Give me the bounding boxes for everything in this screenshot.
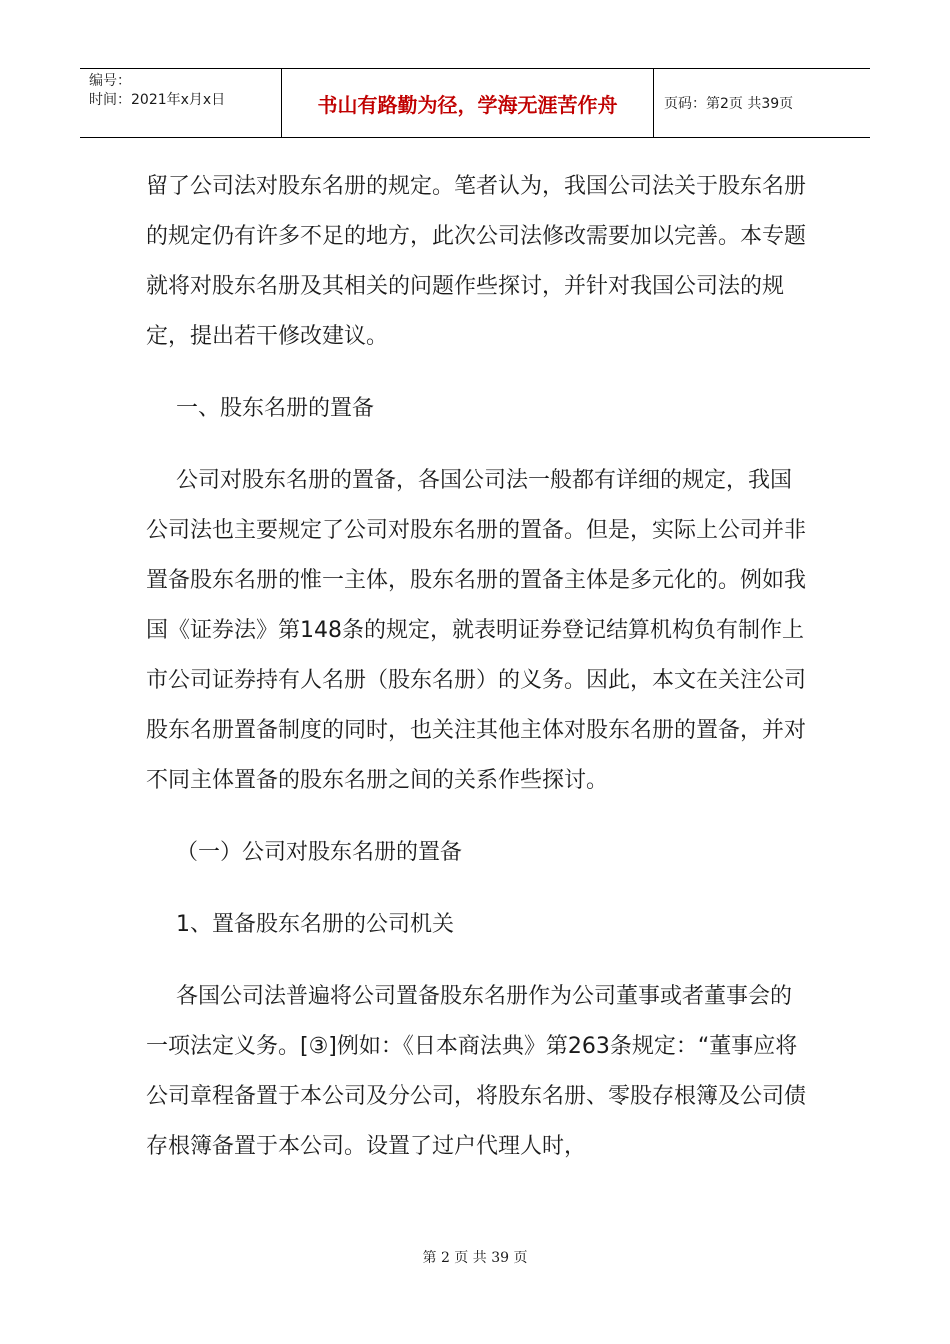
subsection-heading-2: 1、置备股东名册的公司机关 <box>176 912 454 937</box>
paragraph-2: 公司对股东名册的置备，各国公司法一般都有详细的规定，我国公司法也主要规定了公司对股东名册的置备。但是，实际上公司并非置备股东名册的惟一主体，股东名册的置备主体是多元化的。例如我国《证券法》第148条的规定，就表明证券登记结算机构负有制作上市公司证券持有人名册（股东名册）的义务。因此，本文在关注公司股东名册置备制度的同时，也关注其他主体对股东名册的置备，并对不同主体置备的股东名册之间的关系作些探讨。 <box>146 468 807 793</box>
page-footer: 第 2 页 共 39 页 <box>422 1250 528 1266</box>
document-body <box>146 162 806 1172</box>
number-label: 编号： <box>89 73 131 89</box>
paragraph-3: 各国公司法普遍将公司置备股东名册作为公司董事或者董事会的一项法定义务。[③]例如：《日本商法典》第263条规定：“董事应将公司章程备置于本公司及分公司，将股东名册、零股存根簿及公司债存根簿备置于本公司。设置了过户代理人时， <box>146 984 807 1159</box>
section-heading-1: 一、股东名册的置备 <box>176 396 375 421</box>
time-label: 时间：2021年x月x日 <box>89 92 226 108</box>
header-page-info: 页码：第2页 共39页 <box>664 96 794 112</box>
page-header <box>80 68 870 138</box>
paragraph-1: 留了公司法对股东名册的规定。笔者认为，我国公司法关于股东名册的规定仍有许多不足的地方，此次公司法修改需要加以完善。本专题就将对股东名册及其相关的问题作些探讨，并针对我国公司法的规定，提出若干修改建议。 <box>146 174 807 349</box>
header-meta <box>80 69 282 137</box>
subsection-heading-1: （一）公司对股东名册的置备 <box>176 840 463 865</box>
header-motto: 书山有路勤为径，学海无涯苦作舟 <box>282 69 654 137</box>
